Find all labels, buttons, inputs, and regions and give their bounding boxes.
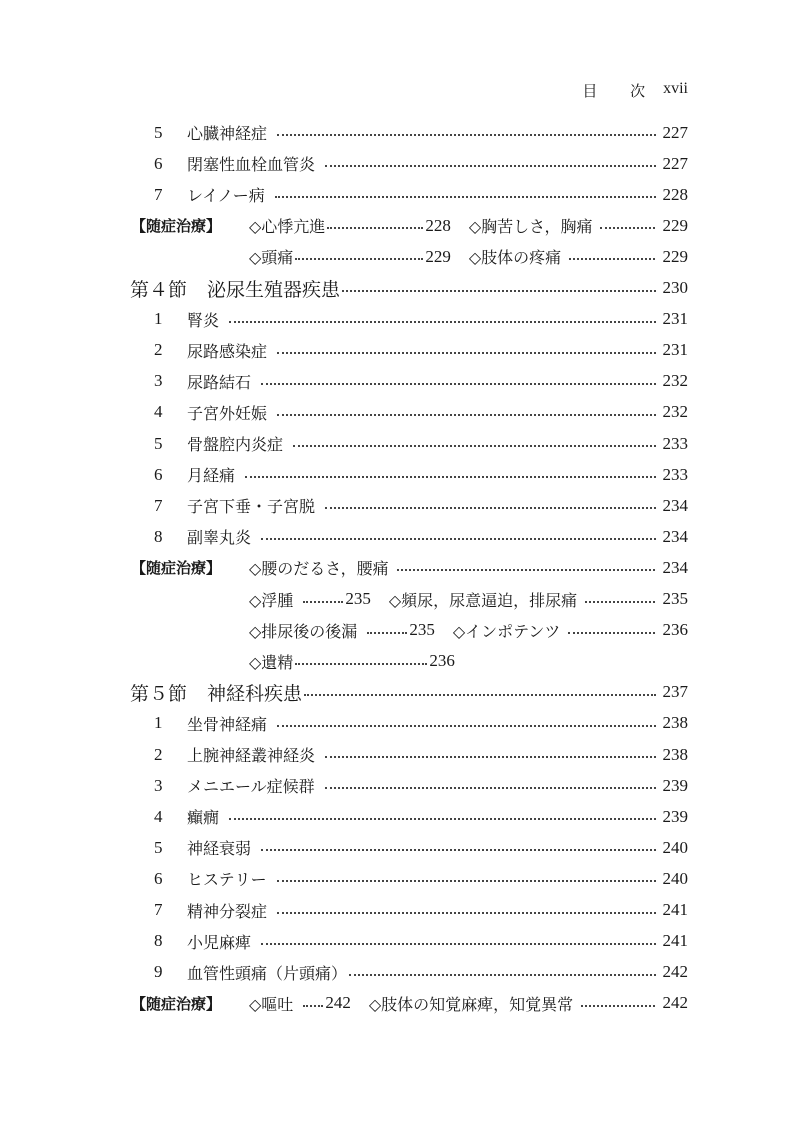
entry-page-number: 233 [662, 433, 688, 453]
entry-page-number: 227 [662, 122, 688, 142]
symptom-page-number: 236 [429, 651, 455, 671]
entry-number: 3 [154, 371, 163, 391]
entry-number: 1 [154, 713, 163, 733]
symptom-label: ◇胸苦しさ，胸痛 [468, 217, 593, 237]
toc-entry[interactable] [0, 459, 800, 490]
symptom-link[interactable] [249, 588, 371, 611]
running-head-page-number: xvii [663, 80, 688, 97]
symptom-label: ◇心悸亢進 [249, 217, 326, 237]
entry-page-number: 232 [662, 371, 688, 391]
symptomatic-treatment-tag: 【随症治療】 [131, 994, 222, 1013]
symptom-label: ◇インポテンツ [452, 621, 561, 641]
entry-number: 6 [154, 153, 163, 173]
toc-entry[interactable] [0, 863, 800, 894]
entry-number: 4 [154, 806, 163, 826]
dot-leader [295, 257, 423, 260]
symptom-page-number: 229 [425, 246, 451, 266]
section-number: 第５節 [130, 682, 188, 705]
entry-number: 5 [154, 122, 163, 142]
entry-number: 1 [154, 309, 163, 329]
entry-number: 8 [154, 526, 163, 546]
symptom-label: ◇遺精 [249, 652, 294, 672]
entry-page-number: 239 [662, 775, 688, 795]
entry-page-number: 234 [662, 495, 688, 515]
symptomatic-treatment-tag: 【随症治療】 [131, 217, 222, 236]
section-title: 泌尿生殖器疾患 [207, 278, 341, 301]
entry-number: 2 [154, 744, 163, 764]
symptom-label: ◇肢体の疼痛 [468, 248, 562, 268]
entry-title: 尿路感染症 [187, 341, 268, 361]
symptom-link[interactable] [369, 992, 688, 1015]
entry-page-number: 233 [662, 464, 688, 484]
dot-leader [303, 600, 343, 603]
dot-leader [397, 568, 655, 571]
dot-leader [349, 973, 656, 976]
entry-number: 4 [154, 402, 163, 422]
dot-leader [304, 693, 656, 696]
entry-page-number: 238 [662, 744, 688, 764]
entry-title: 血管性頭痛（片頭痛） [187, 963, 348, 983]
entry-number: 3 [154, 775, 163, 795]
toc-entry[interactable] [0, 397, 800, 428]
entry-number: 7 [154, 495, 163, 515]
symptomatic-treatment-tag: 【随症治療】 [131, 559, 222, 578]
entry-page-number: 240 [662, 837, 688, 857]
entry-title: 骨盤腔内炎症 [187, 435, 284, 454]
dot-leader [261, 942, 656, 945]
toc-section-heading[interactable] [0, 273, 800, 304]
dot-leader [275, 195, 656, 198]
entry-number: 9 [154, 962, 163, 982]
toc-entry[interactable] [0, 304, 800, 335]
toc-entry[interactable] [0, 428, 800, 459]
toc-entry[interactable] [0, 770, 800, 801]
entry-page-number: 228 [662, 184, 688, 204]
symptomatic-treatment-row [0, 552, 800, 583]
symptom-label: ◇排尿後の後漏 [249, 621, 358, 641]
symptomatic-treatment-row [0, 210, 800, 241]
dot-leader [585, 600, 654, 603]
entry-number: 5 [154, 433, 163, 453]
dot-leader [229, 320, 656, 323]
dot-leader [277, 724, 656, 727]
symptomatic-treatment-row [0, 241, 800, 272]
entry-page-number: 232 [662, 402, 688, 422]
entry-page-number: 231 [662, 309, 688, 329]
entry-page-number: 240 [662, 868, 688, 888]
symptom-label: ◇頭痛 [249, 248, 294, 268]
symptom-link[interactable] [249, 245, 451, 268]
toc-entry[interactable] [0, 895, 800, 926]
dot-leader [293, 444, 656, 447]
entry-title: 腎炎 [187, 310, 220, 330]
toc-entry[interactable] [0, 117, 800, 148]
symptom-label: ◇腰のだるさ，腰痛 [249, 559, 389, 579]
toc-entry[interactable] [0, 708, 800, 739]
symptom-page-number: 229 [662, 215, 688, 235]
dot-leader [261, 848, 656, 851]
dot-leader [581, 1004, 654, 1007]
entry-title: 月経痛 [187, 466, 236, 486]
running-head-title: 目 次 [582, 82, 660, 100]
entry-page-number: 238 [662, 713, 688, 733]
dot-leader [229, 817, 656, 820]
symptom-link[interactable] [469, 245, 688, 268]
entry-number: 8 [154, 931, 163, 951]
toc-section-heading[interactable] [0, 677, 800, 708]
running-head [582, 80, 688, 101]
toc-entry[interactable] [0, 739, 800, 770]
dot-leader [261, 382, 656, 385]
dot-leader [568, 631, 654, 634]
toc-entry[interactable] [0, 957, 800, 988]
symptom-link[interactable] [453, 619, 688, 642]
symptom-link[interactable] [389, 588, 688, 611]
symptom-page-number: 235 [345, 589, 371, 608]
entry-title: 神経衰弱 [187, 839, 252, 859]
entry-title: 尿路結石 [187, 372, 252, 392]
toc-entry[interactable] [0, 832, 800, 863]
symptom-label: ◇嘔吐 [249, 994, 294, 1014]
entry-number: 7 [154, 184, 163, 204]
dot-leader [245, 475, 656, 478]
toc-entry[interactable] [0, 148, 800, 179]
dot-leader [325, 755, 656, 758]
section-title: 神経科疾患 [207, 682, 303, 705]
dot-leader [261, 537, 656, 540]
entry-number: 6 [154, 868, 163, 888]
dot-leader [325, 164, 656, 167]
symptom-label: ◇頻尿，尿意逼迫，排尿痛 [388, 590, 578, 610]
dot-leader [277, 413, 656, 416]
entry-number: 5 [154, 837, 163, 857]
dot-leader [600, 226, 654, 229]
toc-entry[interactable] [0, 490, 800, 521]
entry-title: 副睾丸炎 [187, 528, 252, 548]
symptom-page-number: 234 [662, 557, 688, 577]
entry-title: 癲癇 [187, 808, 220, 828]
dot-leader [569, 257, 654, 260]
symptom-page-number: 242 [325, 993, 351, 1013]
symptom-page-number: 235 [409, 620, 435, 640]
symptom-label: ◇浮腫 [249, 590, 294, 610]
entry-title: 閉塞性血栓血管炎 [187, 155, 316, 175]
dot-leader [342, 289, 656, 292]
entry-page-number: 239 [662, 806, 688, 826]
symptom-page-number: 242 [662, 993, 688, 1013]
entry-page-number: 242 [662, 962, 688, 982]
dot-leader [303, 1004, 323, 1007]
section-page-number: 230 [662, 278, 688, 297]
entry-number: 7 [154, 900, 163, 919]
entry-page-number: 241 [662, 931, 688, 951]
entry-page-number: 231 [662, 340, 688, 360]
section-number: 第４節 [130, 278, 188, 301]
entry-number: 2 [154, 340, 163, 360]
toc-entry[interactable] [0, 366, 800, 397]
dot-leader [277, 911, 656, 914]
entry-title: 子宮外妊娠 [187, 403, 268, 423]
symptomatic-treatment-row [0, 646, 800, 677]
symptom-label: ◇肢体の知覚麻痺，知覚異常 [368, 994, 574, 1014]
dot-leader [277, 879, 656, 882]
dot-leader [325, 506, 656, 509]
symptom-page-number: 236 [662, 620, 688, 640]
dot-leader [367, 631, 407, 634]
symptomatic-treatment-row [0, 584, 800, 615]
symptom-link[interactable] [249, 214, 451, 237]
symptom-page-number: 228 [425, 215, 451, 235]
dot-leader [325, 786, 656, 789]
entry-title: 精神分裂症 [187, 901, 268, 921]
dot-leader [327, 226, 423, 229]
entry-page-number: 234 [662, 526, 688, 546]
entry-title: 心臓神経症 [187, 124, 268, 143]
dot-leader [295, 662, 427, 665]
entry-title: 坐骨神経痛 [187, 714, 268, 734]
symptom-link[interactable] [249, 992, 351, 1015]
symptom-link[interactable] [249, 556, 688, 579]
symptomatic-treatment-row [0, 988, 800, 1019]
entry-number: 6 [154, 464, 163, 484]
entry-title: レイノー病 [187, 186, 265, 206]
entry-page-number: 227 [662, 153, 688, 173]
toc-entry[interactable] [0, 801, 800, 832]
toc-entry[interactable] [0, 335, 800, 366]
toc-entry[interactable] [0, 926, 800, 957]
entry-title: ヒステリー [187, 870, 267, 890]
symptom-page-number: 229 [662, 246, 688, 266]
dot-leader [277, 133, 656, 136]
entry-title: 上腕神経叢神経炎 [187, 746, 316, 765]
dot-leader [277, 351, 656, 354]
entry-title: 小児麻痺 [187, 932, 252, 952]
entry-title: 子宮下垂・子宮脱 [187, 497, 316, 517]
symptomatic-treatment-row [0, 615, 800, 646]
entry-title: メニエール症候群 [187, 777, 315, 797]
symptom-link[interactable] [249, 650, 455, 673]
symptom-link[interactable] [249, 619, 435, 642]
entry-page-number: 241 [662, 900, 688, 919]
toc-entry[interactable] [0, 179, 800, 210]
symptom-page-number: 235 [662, 589, 688, 608]
toc-entry[interactable] [0, 521, 800, 552]
section-page-number: 237 [662, 682, 688, 702]
symptom-link[interactable] [469, 214, 688, 237]
